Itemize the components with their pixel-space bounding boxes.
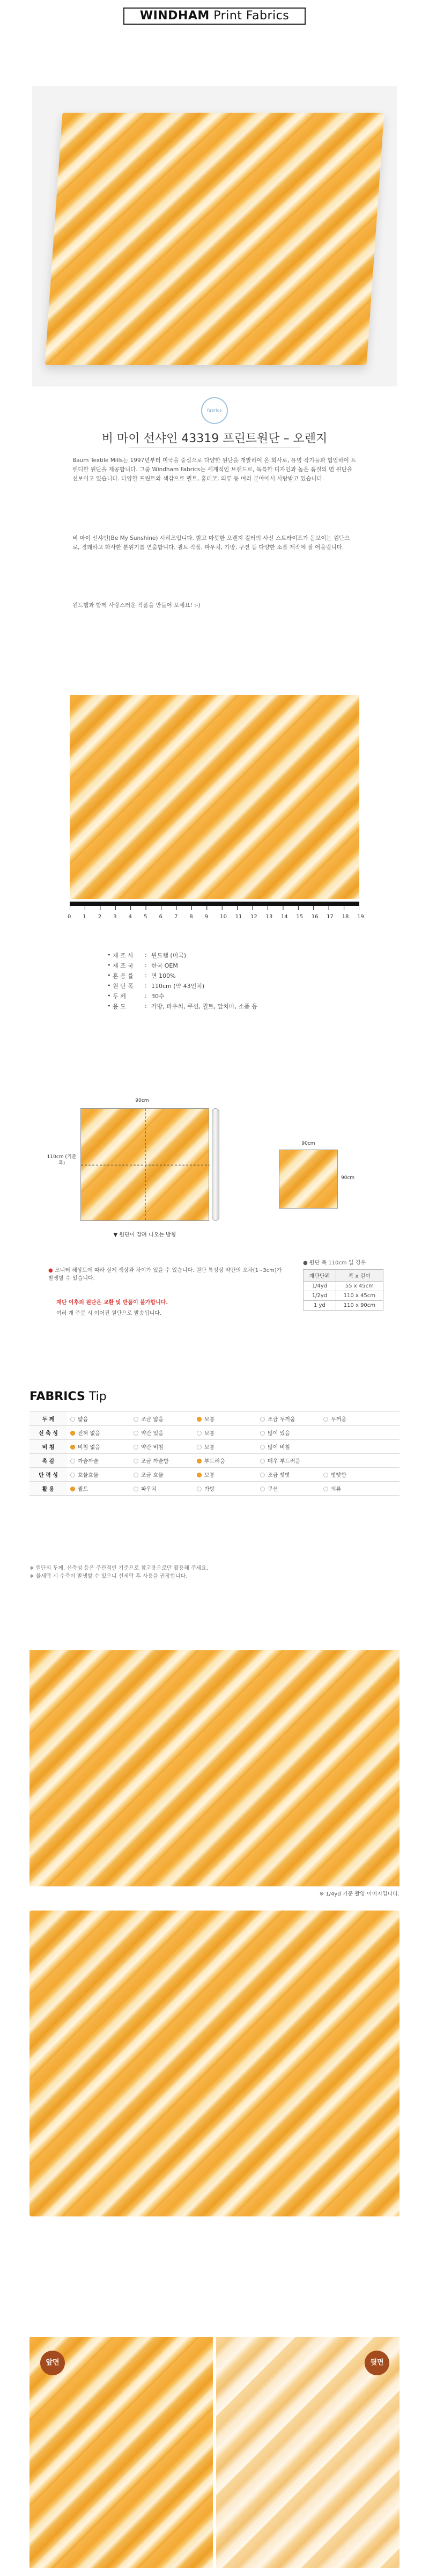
spec-bullet: • (107, 992, 113, 999)
note-color-text: 모니터 해상도에 따라 실제 색상과 차이가 있을 수 있습니다. 원단 특성상 약간의 오차(1~3cm)가 발생할 수 있습니다. (48, 1268, 282, 1282)
brand-header (123, 8, 306, 25)
tip-option-label: 보통 (204, 1473, 215, 1479)
ruler-tick (359, 906, 360, 910)
tip-option-label: 조금 까슬함 (141, 1459, 169, 1465)
spec-row (107, 960, 332, 970)
ruler-number: 18 (342, 914, 349, 920)
description-paragraph-3: 윈드햄과 함께 사랑스러운 작품을 만들어 보세요! :-) (72, 602, 201, 609)
tip-option (197, 1415, 260, 1423)
radio-dot-icon (260, 1417, 265, 1422)
radio-dot-icon (323, 1417, 328, 1422)
ruler-number: 17 (327, 914, 334, 920)
tip-options (67, 1412, 400, 1426)
note-continuous-text: 여러 개 주문 시 이어진 원단으로 발송됩니다. (56, 1311, 162, 1316)
note-continuous (56, 1309, 282, 1318)
ruler-number: 16 (311, 914, 319, 920)
table-cell: 110 x 90cm (336, 1301, 383, 1311)
tip-option-label: 조금 얇음 (141, 1417, 164, 1423)
radio-dot-icon (70, 1431, 75, 1436)
ruler-tick (298, 906, 299, 910)
ruler-number: 13 (265, 914, 273, 920)
tip-option (134, 1429, 197, 1437)
tip-notes (29, 1564, 400, 1580)
front-badge: 앞면 (40, 2351, 65, 2375)
length-label: 110cm (기준폭) (47, 1154, 77, 1166)
table-row (29, 1468, 400, 1482)
cut-table-title-text: 원단 폭 110cm 일 경우 (309, 1260, 366, 1266)
ruler-number: 7 (174, 914, 178, 920)
table-row (29, 1440, 400, 1454)
tip-option-label: 퀼트 (78, 1487, 88, 1492)
product-photo (45, 113, 384, 365)
table-row (29, 1454, 400, 1468)
ruler-tick (313, 906, 314, 910)
radio-dot-icon (323, 1487, 328, 1491)
tip-category: 두 께 (29, 1412, 67, 1426)
table-row (304, 1291, 383, 1301)
tip-option-label: 조금 흐물 (141, 1473, 164, 1479)
brand-logo (201, 397, 228, 424)
ruler-number: 6 (159, 914, 162, 920)
tip-option-label: 파우치 (141, 1487, 157, 1492)
tip-option (197, 1443, 260, 1451)
tip-option-label: 많이 있음 (268, 1431, 290, 1437)
radio-dot-icon (197, 1487, 202, 1491)
cut-guides (81, 1109, 210, 1221)
gallery-caption: ※ 1/4yd 기준 촬영 이미지입니다. (319, 1891, 400, 1897)
tip-option (260, 1443, 323, 1451)
tip-options (67, 1426, 400, 1440)
ruler-number: 15 (296, 914, 304, 920)
table-row (304, 1282, 383, 1291)
table-cell: 55 x 45cm (336, 1282, 383, 1291)
ruler-number: 3 (113, 914, 117, 920)
tip-option (197, 1429, 260, 1437)
radio-dot-icon (134, 1445, 138, 1450)
radio-dot-icon (260, 1431, 265, 1436)
table-cell: 1 yd (304, 1301, 336, 1311)
radio-dot-icon (134, 1417, 138, 1422)
radio-dot-icon (197, 1445, 202, 1450)
tip-option-label: 얇음 (78, 1417, 88, 1423)
tip-option (260, 1415, 323, 1423)
fabric-swatch (70, 695, 359, 899)
tip-option-label: 전혀 없음 (78, 1431, 100, 1437)
cut-table-head: 재단단위 (304, 1270, 336, 1282)
spec-value: 면 100% (151, 972, 176, 979)
tip-option-label: 가방 (204, 1487, 215, 1492)
radio-dot-icon (260, 1459, 265, 1463)
radio-dot-icon (134, 1487, 138, 1491)
description-paragraph-2: 비 마이 선샤인(Be My Sunshine) 시리즈입니다. 밝고 따뜻한 오렌지 컬러의 사선 스트라이프가 돋보이는 원단으로, 경쾌하고 화사한 분위기를 연출합니다. 퀼트 작품, 파우치, 가방, 쿠션 등 다양한 소품 제작에 잘 어울립니다. (72, 535, 350, 551)
ruler-tick (130, 906, 131, 910)
spec-bullet: • (107, 952, 113, 958)
cut-direction-caption (80, 1230, 209, 1238)
tip-option (70, 1457, 134, 1465)
radio-dot-icon (70, 1445, 75, 1450)
radio-dot-icon (197, 1473, 202, 1477)
tip-option (323, 1470, 387, 1479)
ruler (70, 902, 359, 914)
ruler-number: 10 (220, 914, 227, 920)
spec-sep: : (145, 1002, 147, 1009)
tip-option-label: 약간 있음 (141, 1431, 164, 1437)
table-row (304, 1301, 383, 1311)
cut-table-title (303, 1259, 366, 1267)
spec-sep: : (145, 972, 147, 979)
ruler-number: 5 (144, 914, 147, 920)
radio-dot-icon (134, 1459, 138, 1463)
note-color (48, 1267, 284, 1283)
tip-option-label: 까슬까슬 (78, 1459, 99, 1465)
width-label: 90cm (135, 1098, 149, 1103)
spec-sep: : (145, 982, 147, 989)
tip-category: 비 침 (29, 1440, 67, 1454)
tip-option (134, 1470, 197, 1479)
spec-row (107, 950, 332, 960)
radio-dot-icon (197, 1417, 202, 1422)
tip-options (67, 1468, 400, 1482)
gallery-front-back (29, 2337, 400, 2568)
spec-bullet: • (107, 1002, 113, 1009)
tip-category: 촉 감 (29, 1454, 67, 1468)
tip-option (260, 1484, 323, 1492)
tip-option (134, 1484, 197, 1492)
tip-options (67, 1440, 400, 1454)
cut-direction-text: 원단이 잘려 나오는 방향 (119, 1232, 176, 1238)
ruler-tick (191, 906, 192, 910)
arrow-down-icon: ▼ (113, 1232, 120, 1238)
tip-option-label: 비침 없음 (78, 1445, 100, 1451)
tip-option-label: 쿠션 (268, 1487, 278, 1492)
fabric-roll-diagram (80, 1108, 209, 1221)
ruler-tick (206, 906, 207, 910)
fabric-tip-table (29, 1411, 400, 1496)
spec-value: 110cm (약 43인치) (151, 982, 205, 990)
spec-row (107, 970, 332, 980)
brand-name: WINDHAM (139, 9, 210, 23)
tip-option-label: 많이 비침 (268, 1445, 290, 1451)
tip-option (197, 1457, 260, 1465)
tip-option (260, 1429, 323, 1437)
table-cell: 1/4yd (304, 1282, 336, 1291)
tip-title (29, 1390, 107, 1403)
spec-list (107, 950, 332, 1011)
table-row (29, 1482, 400, 1496)
tip-option-label: 의류 (331, 1487, 342, 1492)
cut-table-head: 폭 x 길이 (336, 1270, 383, 1282)
spec-sep: : (145, 992, 147, 999)
tip-option (70, 1429, 134, 1437)
tip-option (260, 1457, 323, 1465)
tip-category: 활 용 (29, 1482, 67, 1496)
note-return (56, 1299, 282, 1307)
tip-option-label: 보통 (204, 1431, 215, 1437)
spec-row (107, 1001, 332, 1011)
ruler-number: 12 (250, 914, 257, 920)
brand-logo-text: fabrics (207, 408, 222, 413)
tip-note: ※ 원단의 두께, 신축성 등은 주관적인 기준으로 참고용으로만 활용해 주세요. (29, 1565, 209, 1571)
tip-option-label: 빳빳함 (331, 1473, 346, 1479)
radio-dot-icon (197, 1431, 202, 1436)
table-cell: 1/2yd (304, 1291, 336, 1301)
tip-option-label: 조금 빳빳 (268, 1473, 290, 1479)
tip-option (323, 1415, 387, 1423)
radio-dot-icon (70, 1459, 75, 1463)
spec-key: 원 단 폭 (113, 982, 134, 990)
table-row (29, 1412, 400, 1426)
spec-key: 제 조 국 (113, 962, 134, 969)
tip-option (134, 1457, 197, 1465)
tip-option (70, 1415, 134, 1423)
spec-row (107, 980, 332, 991)
cut-size-table (303, 1269, 383, 1311)
ruler-tick (115, 906, 116, 910)
tip-option-label: 매우 부드러움 (268, 1459, 301, 1465)
tip-option-label: 두꺼움 (331, 1417, 346, 1423)
ruler-number: 2 (98, 914, 102, 920)
radio-dot-icon (260, 1487, 265, 1491)
radio-dot-icon (134, 1431, 138, 1436)
spec-bullet: • (107, 962, 113, 969)
back-badge: 뒷면 (365, 2351, 389, 2375)
spec-value: 윈드햄 (미국) (151, 952, 187, 959)
tip-option (70, 1484, 134, 1492)
ruler-number: 19 (357, 914, 364, 920)
radio-dot-icon (70, 1417, 75, 1422)
spec-key: 용 도 (113, 1002, 126, 1010)
tip-title-bold: FABRICS (29, 1390, 85, 1403)
note-return-text: 재단 이후의 원단은 교환 및 반품이 불가합니다. (56, 1300, 168, 1306)
ruler-number: 14 (280, 914, 288, 920)
tip-option-label: 부드러움 (204, 1459, 225, 1465)
tip-option (197, 1484, 260, 1492)
gallery-photo-flat (29, 1650, 400, 1886)
table-cell: 110 x 45cm (336, 1291, 383, 1301)
brand-suffix: Print Fabrics (213, 9, 290, 23)
spec-sep: : (145, 962, 147, 969)
tip-option-label: 흐물흐물 (78, 1473, 99, 1479)
tip-option (70, 1443, 134, 1451)
square-sample (279, 1150, 338, 1209)
ruler-tick (237, 906, 238, 910)
tip-option (134, 1415, 197, 1423)
ruler-number: 11 (235, 914, 242, 920)
ruler-number: 8 (189, 914, 193, 920)
spec-value: 한국 OEM (151, 962, 178, 969)
radio-dot-icon (70, 1473, 75, 1477)
square-width-label: 90cm (301, 1141, 315, 1146)
description-paragraph-1: Baum Textile Mills는 1997년부터 미국을 중심으로 다양한 원단을 개발하여 온 회사로, 유명 작가들과 협업하여 트렌디한 원단을 제공합니다. 그중 Windham Fabrics는 세계적인 브랜드로, 독특한 디자인과 높은 품질의 면 원단을 선보이고 있습니다. 다양한 프린트와 색감으로 퀼트, 홈데코, 의류 등 여러 분야에서 사랑받고 있습니다. (72, 457, 357, 482)
square-height-label: 90cm (341, 1175, 355, 1181)
radio-dot-icon (134, 1473, 138, 1477)
tip-options (67, 1454, 400, 1468)
tip-option-label: 조금 두꺼움 (268, 1417, 295, 1423)
tip-category: 신 축 성 (29, 1426, 67, 1440)
ruler-tick (222, 906, 223, 910)
spec-bullet: • (107, 982, 113, 989)
tip-options (67, 1482, 400, 1496)
spec-key: 제 조 사 (113, 952, 134, 959)
spec-value: 가방, 파우치, 쿠션, 퀼트, 앞치마, 소품 등 (151, 1002, 257, 1010)
fabric-roll-tube (212, 1108, 219, 1221)
tip-option (197, 1470, 260, 1479)
spec-sep: : (145, 952, 147, 958)
ruler-number: 4 (128, 914, 132, 920)
warning-icon: ● (48, 1268, 55, 1274)
radio-dot-icon (260, 1473, 265, 1477)
gallery-photo-draped (29, 1911, 400, 2216)
tip-option-label: 약간 비침 (141, 1445, 164, 1451)
tip-note: ※ 물세탁 시 수축이 발생할 수 있으니 선세탁 후 사용을 권장합니다. (29, 1574, 188, 1579)
ruler-numbers (70, 914, 370, 921)
ruler-number: 1 (83, 914, 86, 920)
radio-dot-icon (197, 1459, 202, 1463)
radio-dot-icon (70, 1487, 75, 1491)
table-row (29, 1426, 400, 1440)
tip-option-label: 보통 (204, 1417, 215, 1423)
tip-option-label: 보통 (204, 1445, 215, 1451)
spec-row (107, 991, 332, 1001)
tip-option (70, 1470, 134, 1479)
product-title: 비 마이 선샤인 43319 프린트원단 – 오렌지 (101, 432, 328, 445)
tip-option (323, 1484, 387, 1492)
tip-option (134, 1443, 197, 1451)
radio-dot-icon (260, 1445, 265, 1450)
ruler-number: 9 (204, 914, 209, 920)
spec-key: 혼 용 률 (113, 972, 134, 979)
radio-dot-icon (323, 1473, 328, 1477)
tip-option (260, 1470, 323, 1479)
tip-title-rest: Tip (88, 1390, 107, 1403)
ruler-number: 0 (68, 914, 71, 920)
tip-category: 탄 력 성 (29, 1468, 67, 1482)
info-icon: ● (303, 1260, 309, 1266)
spec-key: 두 께 (113, 992, 126, 1000)
spec-bullet: • (107, 972, 113, 979)
spec-value: 30수 (151, 992, 165, 1000)
